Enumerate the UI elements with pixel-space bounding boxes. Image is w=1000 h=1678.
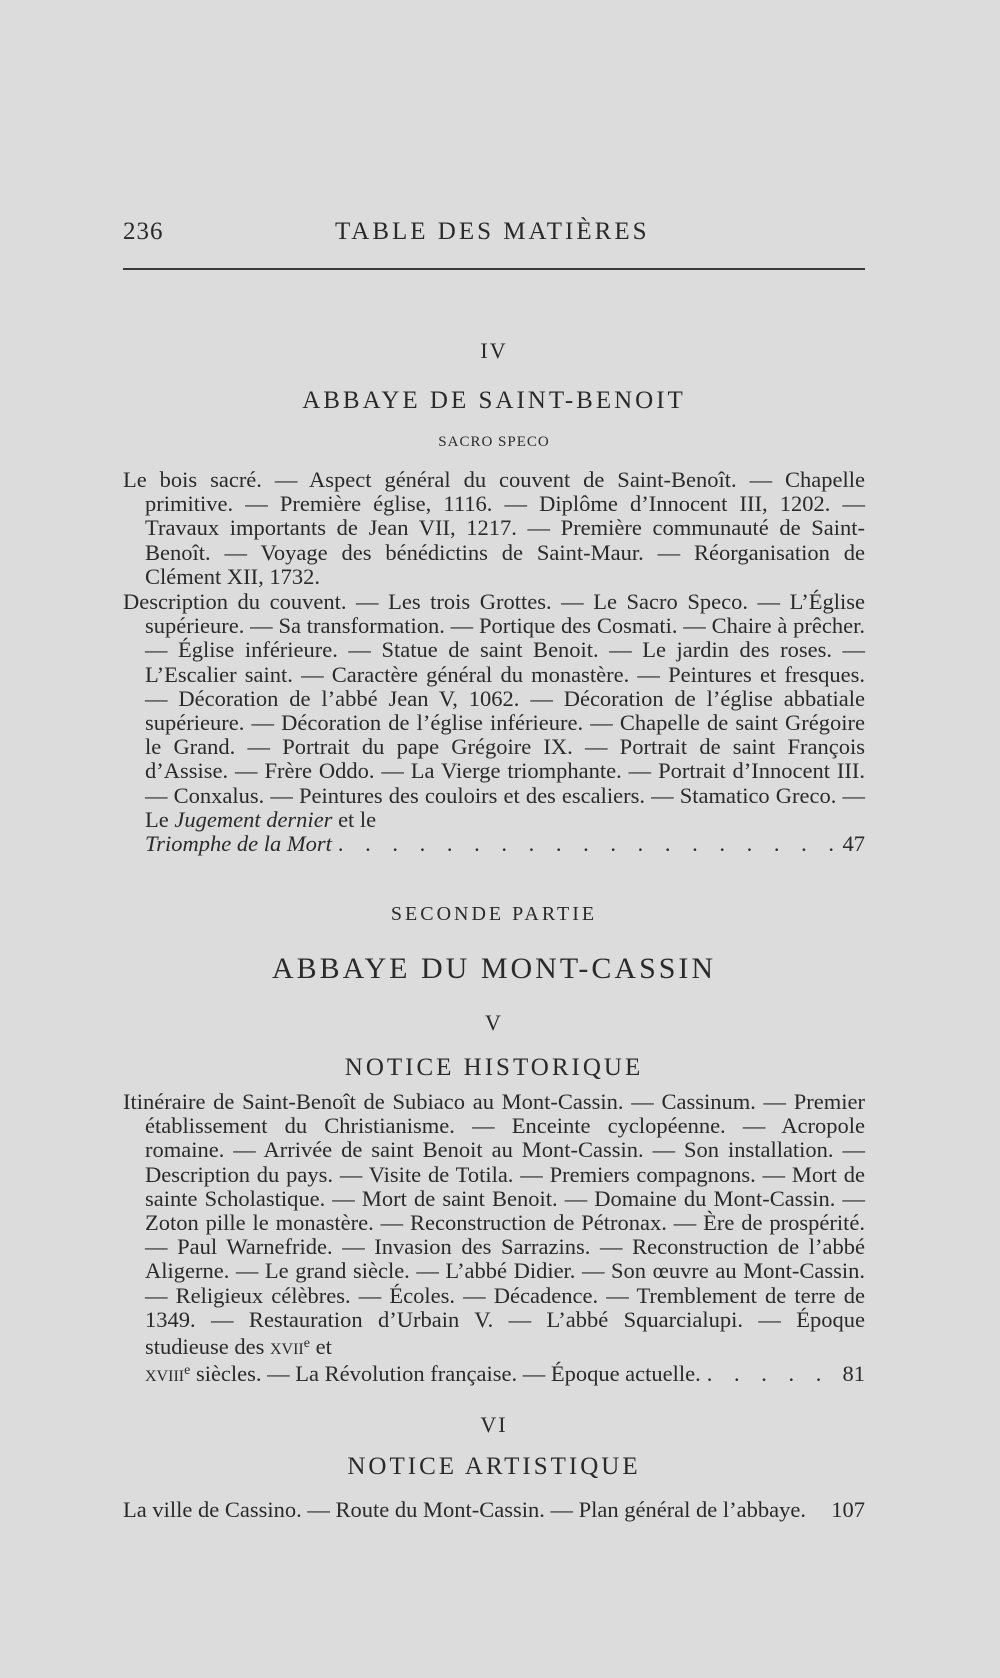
entry-text: Itinéraire de Saint-Benoît de Subiaco au Mont-Cassin. — Cassinum. — Premier établissement du Christianisme. — Enceinte cyclopéenne. — Acropole romaine. — Arrivée de saint Benoit au Mont-Cassin. — Son installation. — Description du pays. — Visite de Totila. — Premiers compagnons. — Mort de sainte Scholastique. — Mort de saint Benoit. — Domaine du Mont-Cassin. — Zoton pille le monastère. — Reconstruction de Pétronax. — Ère de prospérité. — Paul Warnefride. — Invasion des Sarrazins. — Reconstruction de l’abbé Aligerne. — Le grand siècle. — L’abbé Didier. — Son œuvre au Mont-Cassin. — Religieux célèbres. — Écoles. — Décadence. — Tremblement de terre de 1349. — Restauration d’Urbain V. — L’abbé Squarcialupi. — Époque studieuse des [123, 1089, 865, 1360]
chapter-title: NOTICE ARTISTIQUE [347, 1453, 641, 1480]
toc-entry [123, 590, 865, 856]
part-label: SECONDE PARTIE [390, 903, 598, 925]
entry-last-line [123, 1498, 865, 1522]
entry-page-number: 107 [831, 1497, 865, 1522]
chapter-subtitle: SACRO SPECO [438, 434, 550, 450]
header-rule [123, 268, 865, 270]
part-title: ABBAYE DU MONT-CASSIN [271, 952, 717, 985]
chapter-title: NOTICE HISTORIQUE [344, 1054, 644, 1081]
leader-dots [701, 1362, 843, 1386]
running-title: TABLE DES MATIÈRES [335, 218, 650, 245]
superscript: e [184, 1363, 191, 1379]
page-header [123, 218, 865, 254]
toc-entry [123, 1498, 865, 1522]
chapter-numeral: IV [480, 338, 508, 363]
entry-text: et [309, 1334, 332, 1360]
entry-page-number: 81 [842, 1361, 865, 1387]
entry-last-line [145, 832, 865, 856]
page-number: 236 [123, 218, 164, 245]
toc-entry: Le bois sacré. — Aspect général du couvent de Saint-Benoît. — Chapelle primitive. — Première église, 1116. — Diplôme d’Innocent III, 1202. — Travaux importants de Jean VII, 1217. — Première communauté de Saint-Benoît. — Voyage des bénédictins de Saint-Maur. — Réorganisation de Clément XII, 1732. [123, 467, 865, 589]
entry-text: Description du couvent. — Les trois Grottes. — Le Sacro Speco. — L’Église supérieure. — Sa transformation. — Portique des Cosmati. — Chaire à prêcher. — Église inférieure. — Statue de saint Benoit. — Le jardin des roses. — L’Escalier saint. — Caractère général du monastère. — Peintures et fresques. — Décoration de l’abbé Jean V, 1062. — Décoration de l’église abbatiale supérieure. — Décoration de l’église inférieure. — Chapelle de saint Grégoire le Grand. — Portrait du pape Grégoire IX. — Portrait de saint François d’Assise. — Frère Oddo. — La Vierge triomphante. — Portrait d’Innocent III. — Conxalus. — Peintures des couloirs et des escaliers. — Stamatico Greco. — Le [123, 589, 865, 832]
entry-text: siècles. — La Révolution française. — Époque actuelle. [190, 1361, 701, 1387]
chapter-numeral: V [485, 1010, 503, 1035]
leader-dots [332, 832, 843, 856]
entry-italic: Jugement dernier [174, 806, 333, 832]
chapter-numeral: VI [480, 1412, 508, 1437]
toc-entry [123, 1090, 865, 1386]
chapter-title: ABBAYE DE SAINT-BENOIT [302, 387, 686, 414]
entry-text: La ville de Cassino. — Route du Mont-Cassin. — Plan général de l’abbaye. [123, 1497, 806, 1522]
entry-last-line [145, 1359, 865, 1386]
superscript: e [303, 1336, 310, 1352]
roman-century: xviii [145, 1361, 185, 1387]
entry-italic: Triomphe de la Mort [145, 831, 332, 857]
roman-century: xvii [269, 1334, 304, 1360]
entry-text [145, 1359, 701, 1386]
entry-text: et le [332, 806, 377, 832]
entry-page-number: 47 [842, 831, 865, 857]
